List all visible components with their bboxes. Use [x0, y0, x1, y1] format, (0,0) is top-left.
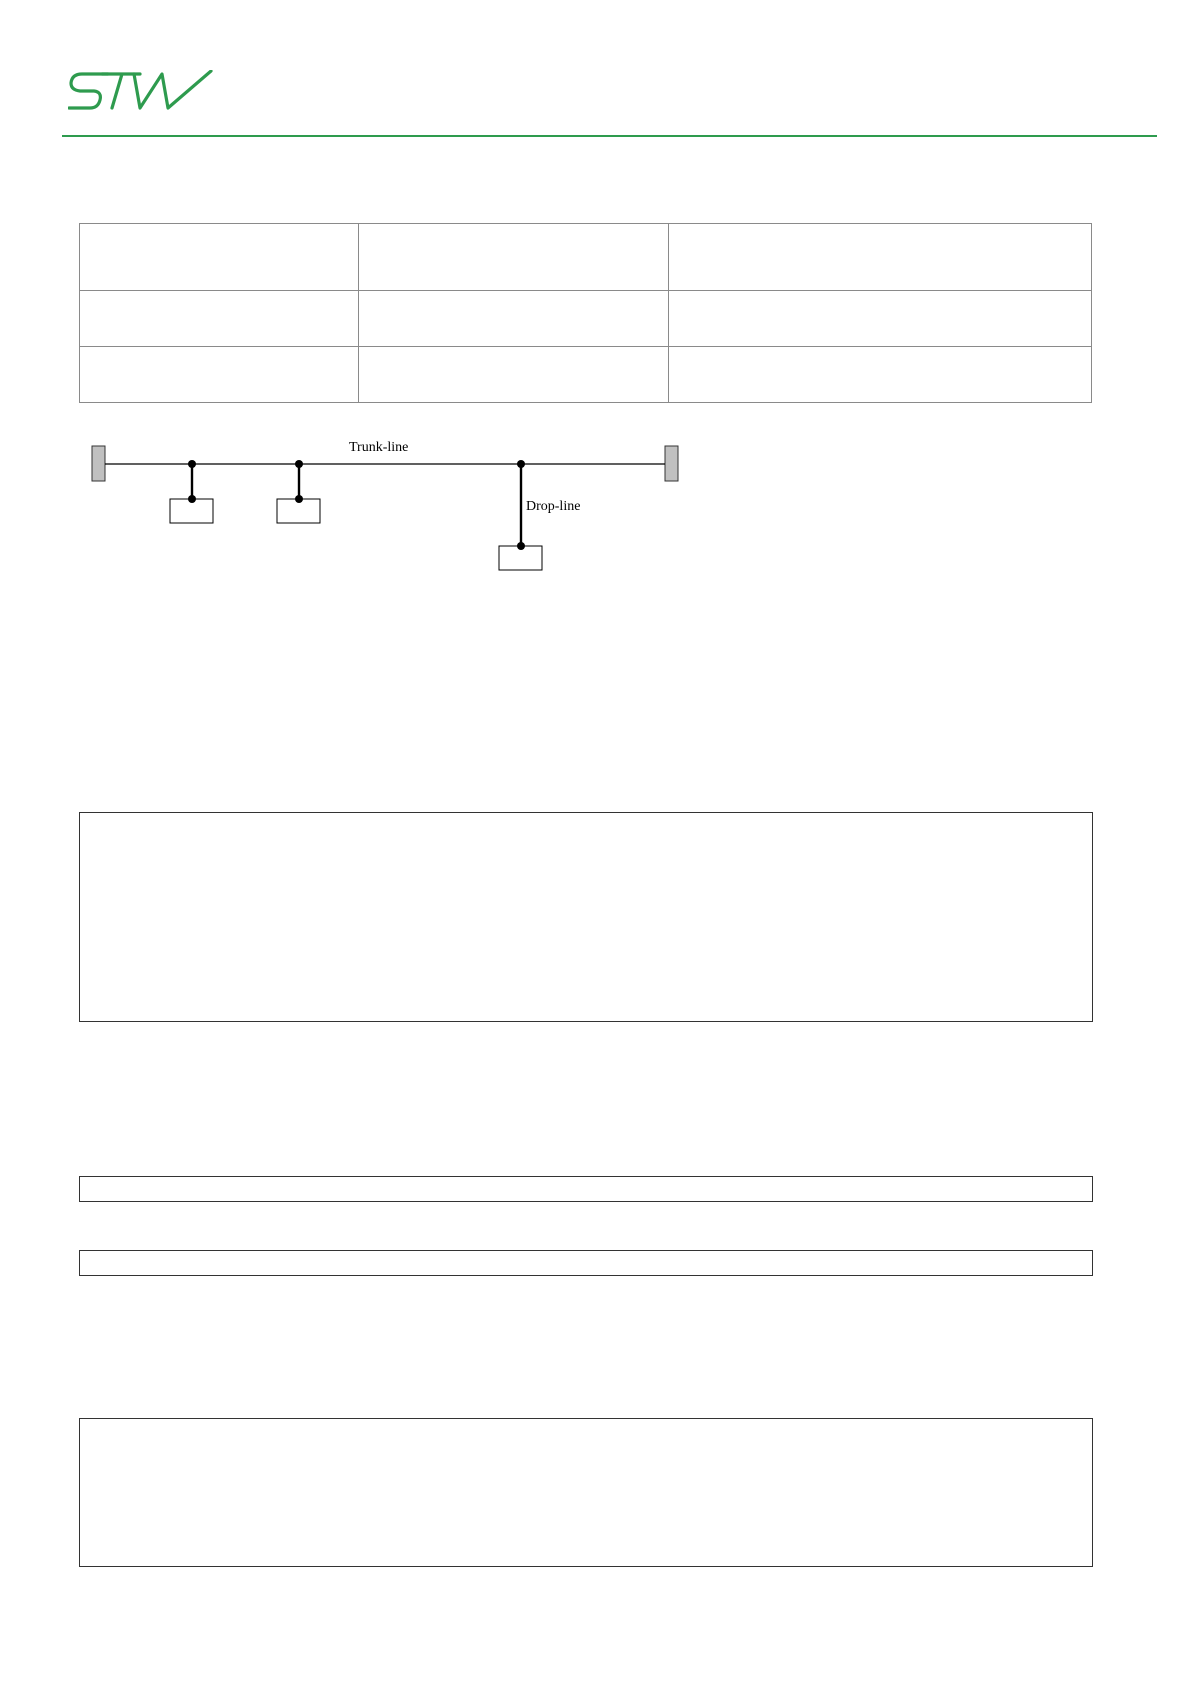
drop-line-label: Drop-line — [526, 499, 581, 514]
bus-topology-diagram — [85, 432, 705, 577]
spec-table — [79, 223, 1092, 403]
table-cell — [669, 291, 1092, 347]
header-rule — [62, 135, 1157, 137]
code-field — [79, 1250, 1093, 1276]
table-cell — [359, 224, 669, 291]
trunk-line-label: Trunk-line — [349, 440, 409, 455]
table-cell — [80, 291, 359, 347]
table-row — [80, 347, 1092, 403]
table-cell — [359, 347, 669, 403]
company-logo — [68, 70, 213, 118]
table-cell — [359, 291, 669, 347]
table-cell — [669, 224, 1092, 291]
terminator-right — [665, 446, 678, 481]
tap-point — [517, 460, 525, 468]
table-cell — [80, 224, 359, 291]
note-box — [79, 1418, 1093, 1567]
table-cell — [669, 347, 1092, 403]
table-row — [80, 291, 1092, 347]
table-cell — [80, 347, 359, 403]
code-field — [79, 1176, 1093, 1202]
tap-point — [188, 460, 196, 468]
table-row — [80, 224, 1092, 291]
terminator-left — [92, 446, 105, 481]
tap-point — [295, 460, 303, 468]
note-box — [79, 812, 1093, 1022]
